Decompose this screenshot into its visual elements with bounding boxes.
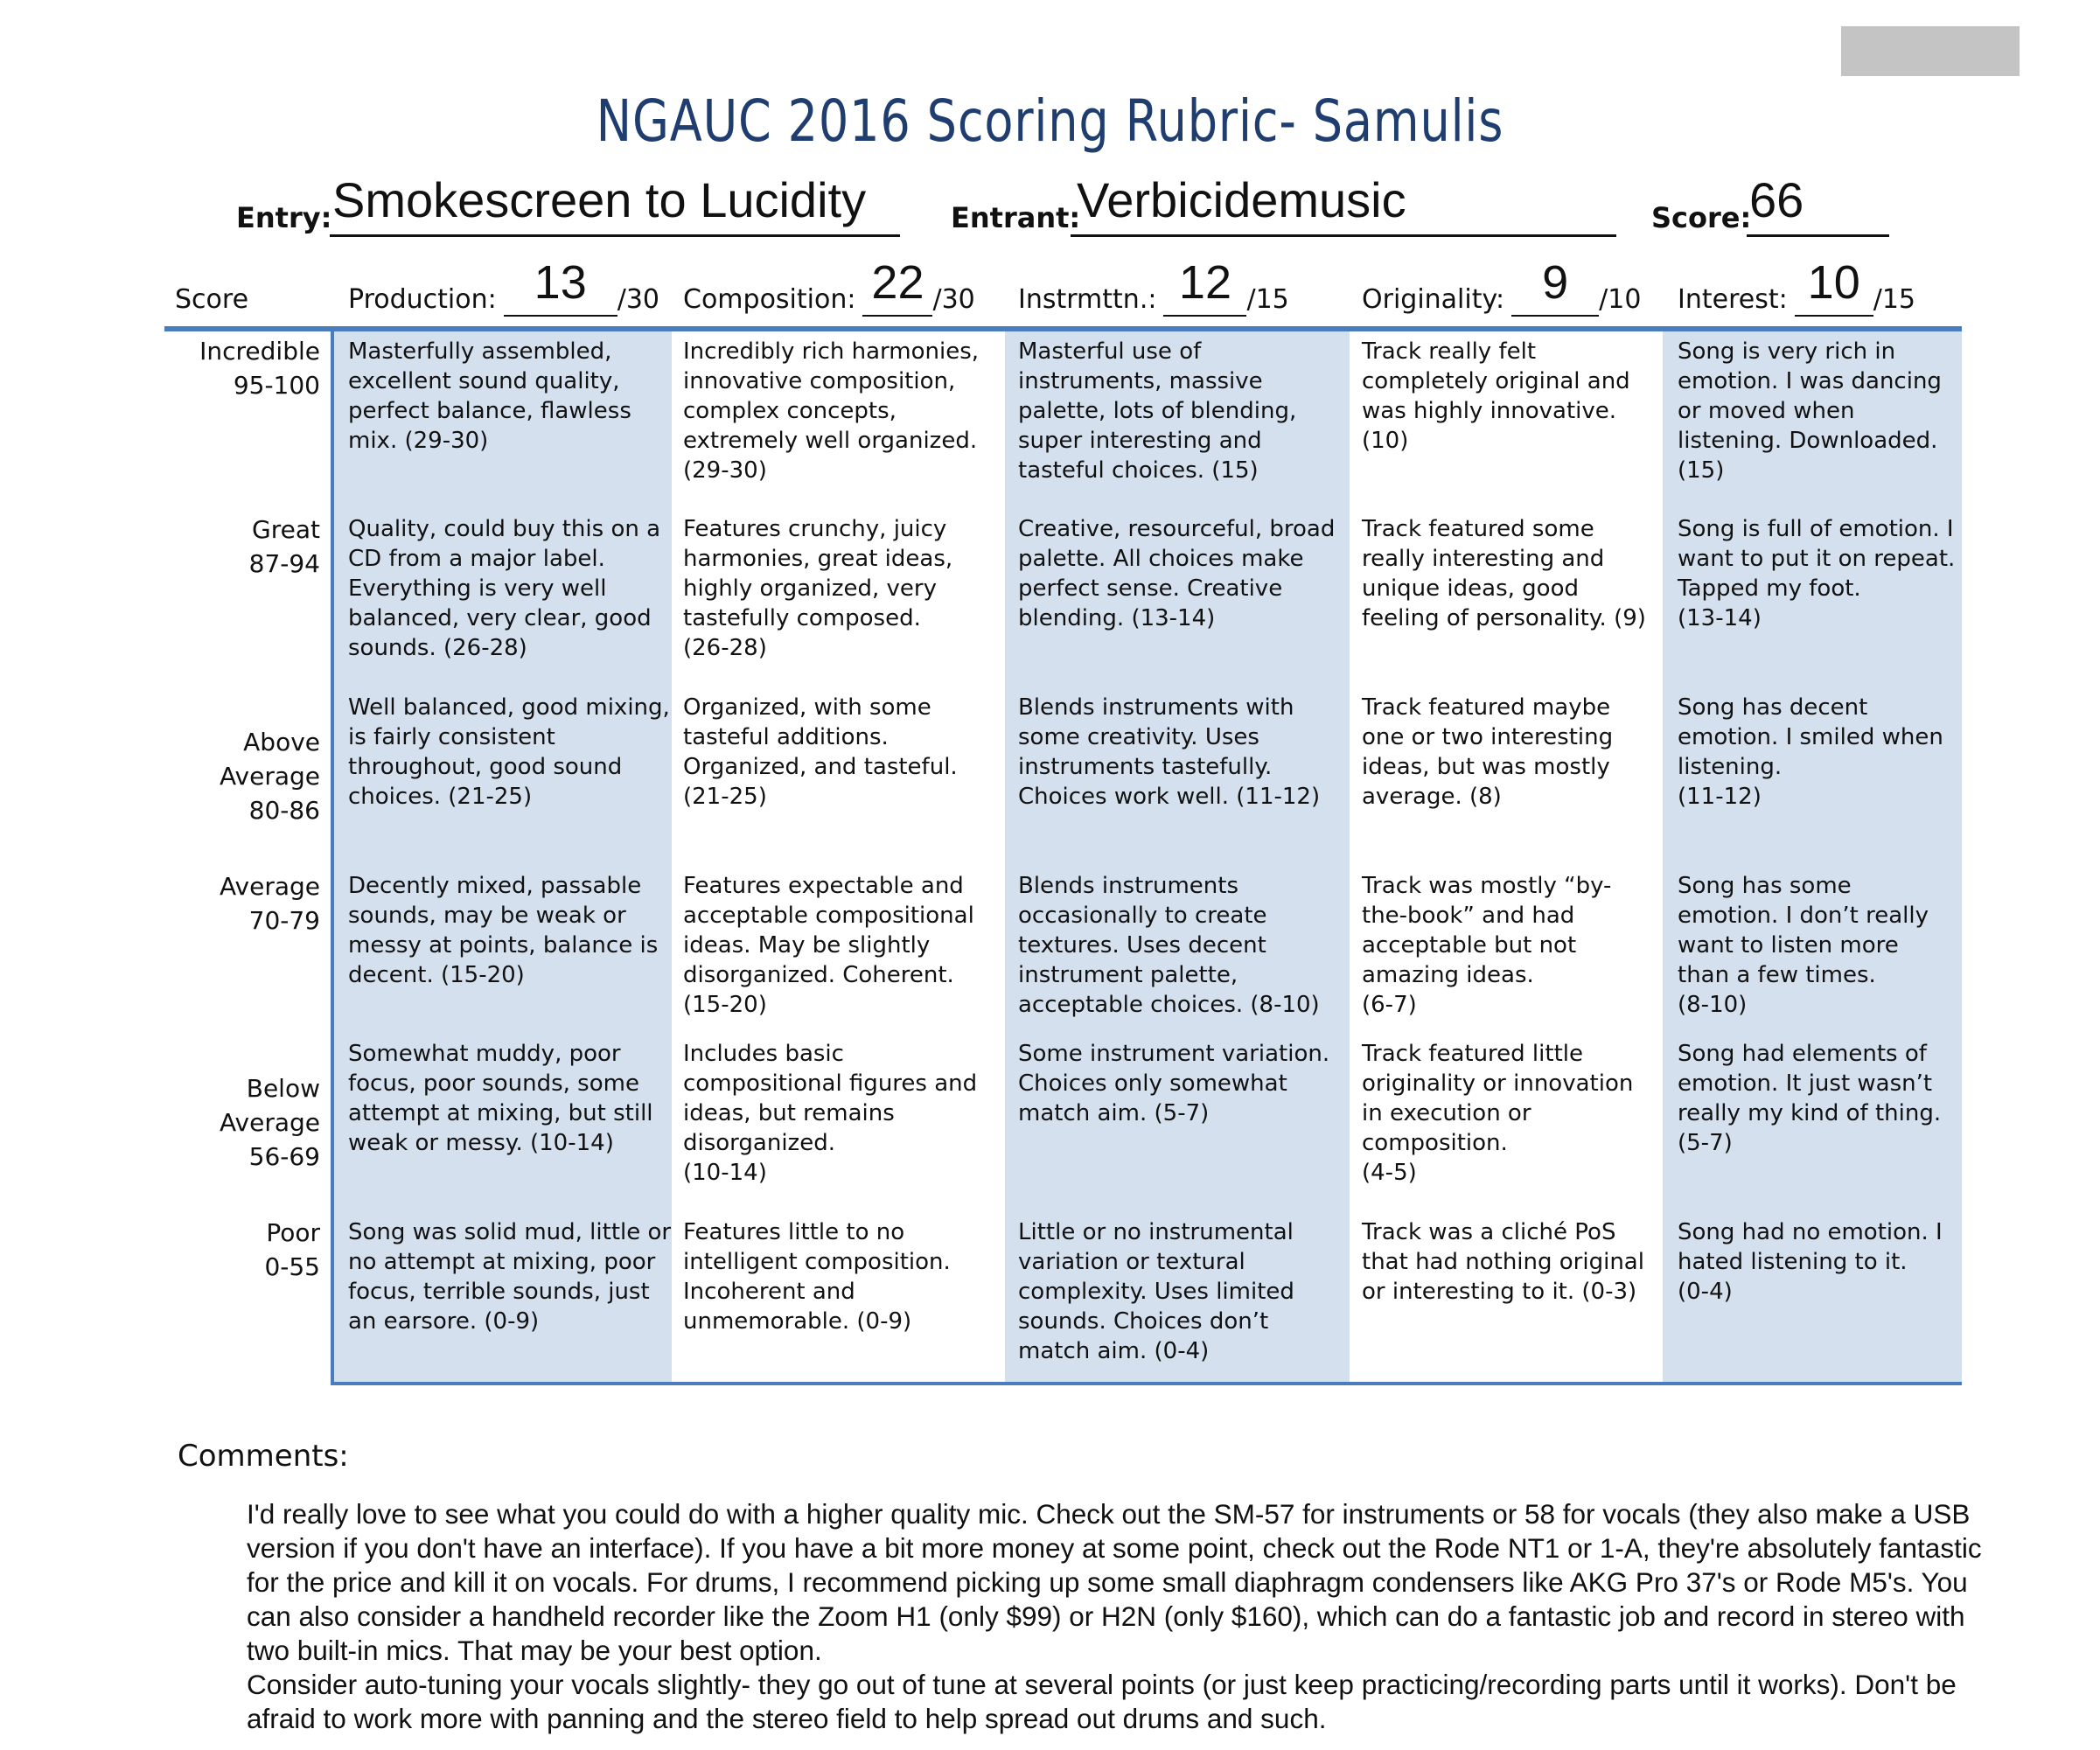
category-label: Instrmttn.: <box>1018 284 1157 315</box>
entry-value: Smokescreen to Lucidity <box>332 172 867 227</box>
entrant-line <box>1071 234 1616 237</box>
category-value: 9 <box>1542 256 1569 309</box>
score-value: 66 <box>1749 172 1804 227</box>
row-label-poor: Poor 0-55 <box>264 1218 320 1281</box>
category-interest <box>1678 256 1915 317</box>
category-value: 13 <box>534 256 587 309</box>
grid-bottom-rule <box>331 1382 1962 1385</box>
rubric-cell: Decently mixed, passable sounds, may be weak or messy at points, balance is decent. (15-20) <box>348 873 659 988</box>
score-column-label: Score <box>175 284 249 315</box>
rubric-cell: Song has decent emotion. I smiled when listening. (11-12) <box>1678 694 1943 810</box>
rubric-cell: Creative, resourceful, broad palette. All choices make perfect sense. Creative blending. (13-14) <box>1018 516 1336 631</box>
grid-left-rule <box>331 331 334 1384</box>
entrant-value: Verbicidemusic <box>1077 172 1406 227</box>
entrant-label: Entrant: <box>951 201 1081 234</box>
rubric-cell: Includes basic compositional figures and ideas, but remains disorganized. (10-14) <box>683 1041 978 1186</box>
category-value: 22 <box>871 256 924 309</box>
entry-line <box>330 234 900 237</box>
category-max: /15 <box>1873 284 1915 315</box>
rubric-cell: Song has some emotion. I don’t really want to listen more than a few times. (8-10) <box>1678 873 1929 1018</box>
row-label-great: Great 87-94 <box>248 515 320 578</box>
score-line <box>1747 234 1889 237</box>
rubric-cell: Song is full of emotion. I want to put it on repeat. Tapped my foot. (13-14) <box>1678 516 1956 631</box>
comments-body <box>247 1497 1996 1736</box>
rubric-cell: Features expectable and acceptable compositional ideas. May be slightly disorganized. Coherent. (15-20) <box>683 873 974 1018</box>
rubric-cell: Blends instruments with some creativity. Uses instruments tastefully. Choices work well. (11-12) <box>1018 694 1321 810</box>
rubric-cell: Little or no instrumental variation or textural complexity. Uses limited sounds. Choices don’t match aim. (0-4) <box>1018 1219 1294 1364</box>
category-value: 10 <box>1807 256 1860 309</box>
rubric-cell: Song had no emotion. I hated listening to it. (0-4) <box>1678 1219 1943 1305</box>
rubric-cell: Some instrument variation. Choices only somewhat match aim. (5-7) <box>1018 1041 1330 1126</box>
rubric-cell: Incredibly rich harmonies, innovative composition, complex concepts, extremely well organized. (29-30) <box>683 338 979 484</box>
redaction-box <box>1841 26 2020 76</box>
rubric-cell: Somewhat muddy, poor focus, poor sounds, some attempt at mixing, but still weak or messy. (10-14) <box>348 1041 653 1156</box>
rubric-cell: Features crunchy, juicy harmonies, great ideas, highly organized, very tastefully composed. (26-28) <box>683 516 953 661</box>
category-max: /30 <box>617 284 659 315</box>
category-production <box>348 256 659 317</box>
rubric-cell: Blends instruments occasionally to create textures. Uses decent instrument palette, acceptable choices. (8-10) <box>1018 873 1320 1018</box>
rubric-cell: Features little to no intelligent composition. Incoherent and unmemorable. (0-9) <box>683 1219 951 1335</box>
rubric-cell: Track was a cliché PoS that had nothing original or interesting to it. (0-3) <box>1362 1219 1644 1305</box>
page-title: NGAUC 2016 Scoring Rubric- Samulis <box>596 87 1504 155</box>
row-label-above-average: Above Average 80-86 <box>220 728 320 825</box>
rubric-cell: Masterfully assembled, excellent sound quality, perfect balance, flawless mix. (29-30) <box>348 338 631 454</box>
score-label: Score: <box>1651 201 1752 234</box>
row-label-average: Average 70-79 <box>220 872 320 935</box>
rubric-cell: Song is very rich in emotion. I was dancing or moved when listening. Downloaded. (15) <box>1678 338 1942 484</box>
rubric-cell: Song was solid mud, little or no attempt at mixing, poor focus, terrible sounds, just an earsore. (0-9) <box>348 1219 672 1335</box>
comment-paragraph: I'd really love to see what you could do with a higher quality mic. Check out the SM-57 for instruments or 58 for vocals (they also make a USB version if you don't have an interface). If you have a bit more money at some point, check out the Rode NT1 or 1-A, they're absolutely fantastic for the price and kill it on vocals. For drums, I recommend picking up some small diaphragm condensers like AKG Pro 37's or Rode M5's. You can also consider a handheld recorder like the Zoom H1 (only $99) or H2N (only $160), which can do a fantastic job and record in stereo with two built-in mics. That may be your best option. <box>247 1498 1982 1666</box>
category-originality <box>1362 256 1642 317</box>
category-max: /30 <box>932 284 975 315</box>
rubric-cell: Masterful use of instruments, massive palette, lots of blending, super interesting and tasteful choices. (15) <box>1018 338 1297 484</box>
category-label: Composition: <box>683 284 856 315</box>
category-label: Interest: <box>1678 284 1788 315</box>
rubric-cell: Track featured some really interesting and unique ideas, good feeling of personality. (9) <box>1362 516 1646 631</box>
row-label-below-average: Below Average 56-69 <box>220 1074 320 1171</box>
rubric-cell: Track really felt completely original and was highly innovative. (10) <box>1362 338 1630 454</box>
rubric-cell: Organized, with some tasteful additions. Organized, and tasteful. (21-25) <box>683 694 958 810</box>
rubric-cell: Track featured little originality or innovation in execution or composition. (4-5) <box>1362 1041 1634 1186</box>
comment-paragraph: Consider auto-tuning your vocals slightly- they go out of tune at several points (or just keep practicing/recording parts until it works). Don't be afraid to work more with panning and the stereo field to help spread out drums and such. <box>247 1669 1957 1734</box>
entry-label: Entry: <box>236 201 332 234</box>
category-label: Production: <box>348 284 497 315</box>
rubric-cell: Track featured maybe one or two interesting ideas, but was mostly average. (8) <box>1362 694 1614 810</box>
category-max: /10 <box>1599 284 1642 315</box>
row-label-incredible: Incredible 95-100 <box>199 337 320 400</box>
category-instrumentation <box>1018 256 1289 317</box>
rubric-cell: Well balanced, good mixing, is fairly consistent throughout, good sound choices. (21-25) <box>348 694 670 810</box>
category-label: Originality: <box>1362 284 1505 315</box>
rubric-cell: Track was mostly “by-the-book” and had acceptable but not amazing ideas. (6-7) <box>1362 873 1612 1018</box>
comments-label: Comments: <box>178 1439 349 1474</box>
category-composition <box>683 256 975 317</box>
rubric-cell: Song had elements of emotion. It just wasn’t really my kind of thing. (5-7) <box>1678 1041 1942 1156</box>
category-value: 12 <box>1178 256 1231 309</box>
rubric-cell: Quality, could buy this on a CD from a major label. Everything is very well balanced, very clear, good sounds. (26-28) <box>348 516 661 661</box>
category-max: /15 <box>1246 284 1289 315</box>
